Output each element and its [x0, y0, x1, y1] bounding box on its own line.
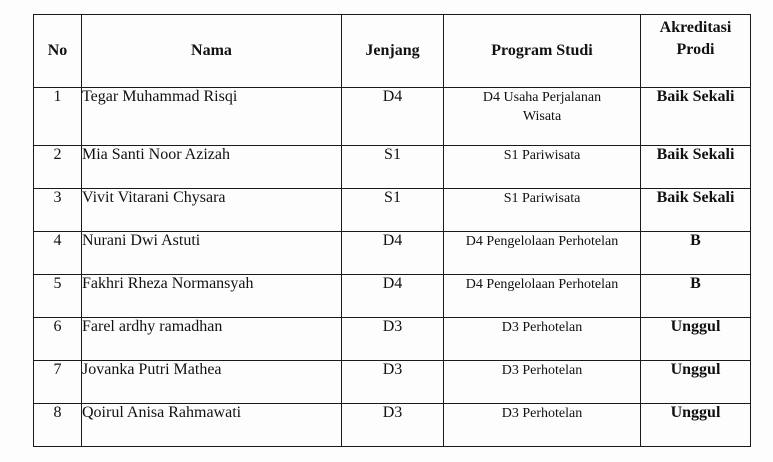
cell-jenjang: D3: [342, 404, 444, 447]
cell-no: 8: [34, 404, 82, 447]
cell-program-studi: [444, 404, 641, 447]
cell-program-studi: [444, 318, 641, 361]
cell-no: 4: [34, 232, 82, 275]
program-studi-line1: S1 Pariwisata: [503, 191, 581, 206]
cell-akreditasi: Baik Sekali: [641, 189, 751, 232]
student-table: [33, 14, 751, 447]
cell-program-studi: [444, 146, 641, 189]
program-studi-line1: D3 Perhotelan: [501, 320, 583, 335]
cell-akreditasi: Baik Sekali: [641, 146, 751, 189]
header-program-studi: Program Studi: [444, 15, 641, 88]
cell-jenjang: D4: [342, 275, 444, 318]
cell-akreditasi: Unggul: [641, 318, 751, 361]
cell-jenjang: S1: [342, 189, 444, 232]
cell-jenjang: D4: [342, 88, 444, 146]
cell-program-studi: [444, 361, 641, 404]
table-row: [34, 275, 751, 318]
table-row: [34, 318, 751, 361]
cell-nama: Qoirul Anisa Rahmawati: [82, 404, 342, 447]
cell-no: 3: [34, 189, 82, 232]
cell-akreditasi: Unggul: [641, 404, 751, 447]
table-row: [34, 189, 751, 232]
table-row: [34, 361, 751, 404]
header-akreditasi-line1: Akreditasi: [659, 19, 732, 36]
cell-program-studi: [444, 88, 641, 146]
cell-no: 6: [34, 318, 82, 361]
program-studi-line1: D3 Perhotelan: [501, 406, 583, 421]
cell-akreditasi: Unggul: [641, 361, 751, 404]
cell-jenjang: D4: [342, 232, 444, 275]
cell-no: 2: [34, 146, 82, 189]
header-no: No: [34, 15, 82, 88]
cell-no: 5: [34, 275, 82, 318]
cell-program-studi: [444, 189, 641, 232]
cell-no: 7: [34, 361, 82, 404]
program-studi-line2: Wisata: [522, 109, 562, 124]
cell-akreditasi: B: [641, 275, 751, 318]
cell-nama: Vivit Vitarani Chysara: [82, 189, 342, 232]
table-row: [34, 88, 751, 146]
table-header-row: [34, 15, 751, 88]
cell-nama: Farel ardhy ramadhan: [82, 318, 342, 361]
program-studi-line1: D4 Usaha Perjalanan: [482, 90, 602, 105]
cell-jenjang: S1: [342, 146, 444, 189]
table-body: [34, 88, 751, 447]
cell-akreditasi: Baik Sekali: [641, 88, 751, 146]
table-row: [34, 404, 751, 447]
program-studi-line1: D4 Pengelolaan Perhotelan: [465, 234, 619, 249]
table-row: [34, 232, 751, 275]
header-akreditasi-line2: Prodi: [676, 41, 715, 58]
cell-nama: Jovanka Putri Mathea: [82, 361, 342, 404]
program-studi-line1: D3 Perhotelan: [501, 363, 583, 378]
header-jenjang: Jenjang: [342, 15, 444, 88]
header-nama: Nama: [82, 15, 342, 88]
cell-nama: Nurani Dwi Astuti: [82, 232, 342, 275]
cell-nama: Fakhri Rheza Normansyah: [82, 275, 342, 318]
cell-nama: Tegar Muhammad Risqi: [82, 88, 342, 146]
program-studi-line1: D4 Pengelolaan Perhotelan: [465, 277, 619, 292]
cell-jenjang: D3: [342, 318, 444, 361]
cell-akreditasi: B: [641, 232, 751, 275]
header-akreditasi-prodi: [641, 15, 751, 88]
cell-program-studi: [444, 232, 641, 275]
table-row: [34, 146, 751, 189]
cell-jenjang: D3: [342, 361, 444, 404]
cell-nama: Mia Santi Noor Azizah: [82, 146, 342, 189]
cell-no: 1: [34, 88, 82, 146]
program-studi-line1: S1 Pariwisata: [503, 148, 581, 163]
cell-program-studi: [444, 275, 641, 318]
